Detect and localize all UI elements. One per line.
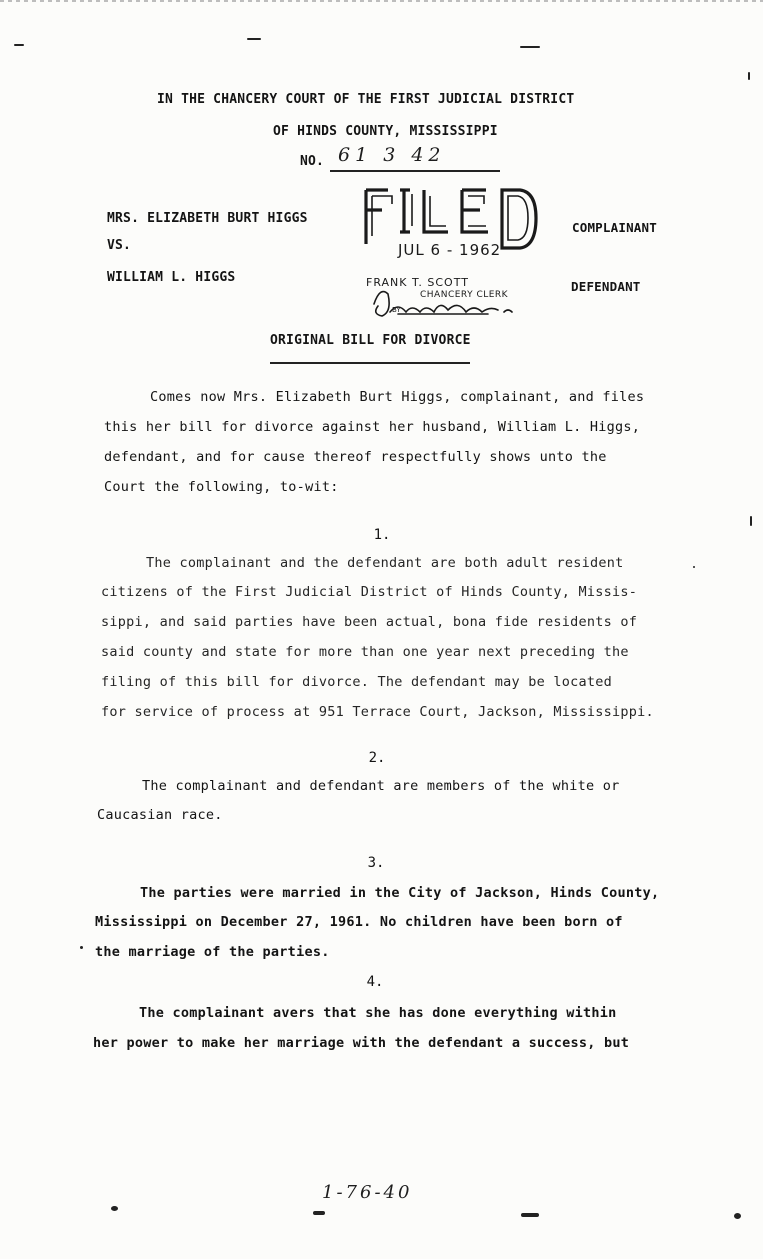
body-intro-line-3: defendant, and for cause thereof respectfully shows unto the bbox=[104, 449, 607, 465]
section-2-line-1: The complainant and defendant are members of the white or bbox=[142, 778, 620, 794]
stamp-clerk-title: CHANCERY CLERK bbox=[420, 290, 509, 300]
scan-speck bbox=[520, 46, 540, 48]
body-intro-line-4: Court the following, to-wit: bbox=[104, 479, 339, 495]
section-number-2: 2. bbox=[368, 750, 386, 766]
section-4-line-2: her power to make her marriage with the defendant a success, but bbox=[93, 1035, 630, 1051]
body-intro-line-1: Comes now Mrs. Elizabeth Burt Higgs, complainant, and files bbox=[150, 389, 645, 405]
scan-speck bbox=[750, 516, 752, 526]
section-3-line-3: the marriage of the parties. bbox=[95, 944, 330, 960]
section-number-1: 1. bbox=[373, 527, 391, 543]
section-number-4: 4. bbox=[366, 974, 384, 990]
clerk-signature-icon bbox=[368, 282, 538, 322]
section-1-line-4: said county and state for more than one year next preceding the bbox=[101, 644, 629, 660]
page-mark-handwritten: 1-76-40 bbox=[322, 1182, 413, 1203]
scan-speck bbox=[521, 1213, 539, 1217]
stamp-clerk-name: FRANK T. SCOTT bbox=[366, 276, 469, 289]
section-1-line-5: filing of this bill for divorce. The defendant may be located bbox=[101, 674, 613, 690]
scan-speck bbox=[313, 1211, 325, 1215]
section-1-line-3: sippi, and said parties have been actual, bona fide residents of bbox=[101, 614, 638, 630]
scan-speck bbox=[247, 38, 261, 40]
scan-speck bbox=[734, 1213, 741, 1219]
complainant-name: MRS. ELIZABETH BURT HIGGS bbox=[107, 211, 308, 226]
versus-label: VS. bbox=[107, 238, 132, 253]
section-3-line-1: The parties were married in the City of Jackson, Hinds County, bbox=[140, 885, 660, 901]
scan-border bbox=[0, 0, 763, 2]
scan-speck bbox=[80, 946, 83, 949]
stamp-by-label: BY bbox=[392, 306, 401, 314]
body-intro-line-2: this her bill for divorce against her husband, William L. Higgs, bbox=[104, 419, 641, 435]
section-2-line-2: Caucasian race. bbox=[97, 807, 223, 823]
title-rule bbox=[270, 362, 470, 364]
scan-speck bbox=[111, 1206, 118, 1211]
section-1-line-1: The complainant and the defendant are both adult resident bbox=[146, 555, 624, 571]
case-number-rule bbox=[330, 170, 500, 172]
court-heading-line2: OF HINDS COUNTY, MISSISSIPPI bbox=[273, 124, 498, 139]
defendant-role: DEFENDANT bbox=[571, 279, 641, 294]
section-1-line-6: for service of process at 951 Terrace Court, Jackson, Mississippi. bbox=[101, 704, 654, 720]
section-4-line-1: The complainant avers that she has done everything within bbox=[139, 1005, 617, 1021]
section-number-3: 3. bbox=[367, 855, 385, 871]
document-title: ORIGINAL BILL FOR DIVORCE bbox=[270, 333, 471, 348]
scan-speck bbox=[748, 72, 750, 80]
scan-speck bbox=[693, 566, 695, 568]
complainant-role: COMPLAINANT bbox=[572, 220, 657, 235]
court-heading-line1: IN THE CHANCERY COURT OF THE FIRST JUDICIAL DISTRICT bbox=[157, 92, 575, 107]
stamp-date: JUL 6 - 1962 bbox=[398, 241, 502, 259]
defendant-name: WILLIAM L. HIGGS bbox=[107, 270, 236, 285]
case-number-label: NO. bbox=[300, 154, 325, 169]
section-1-line-2: citizens of the First Judicial District of Hinds County, Missis- bbox=[101, 584, 638, 600]
case-number-handwritten: 61 3 42 bbox=[338, 144, 446, 166]
scan-speck bbox=[14, 44, 24, 46]
section-3-line-2: Mississippi on December 27, 1961. No children have been born of bbox=[95, 914, 623, 930]
